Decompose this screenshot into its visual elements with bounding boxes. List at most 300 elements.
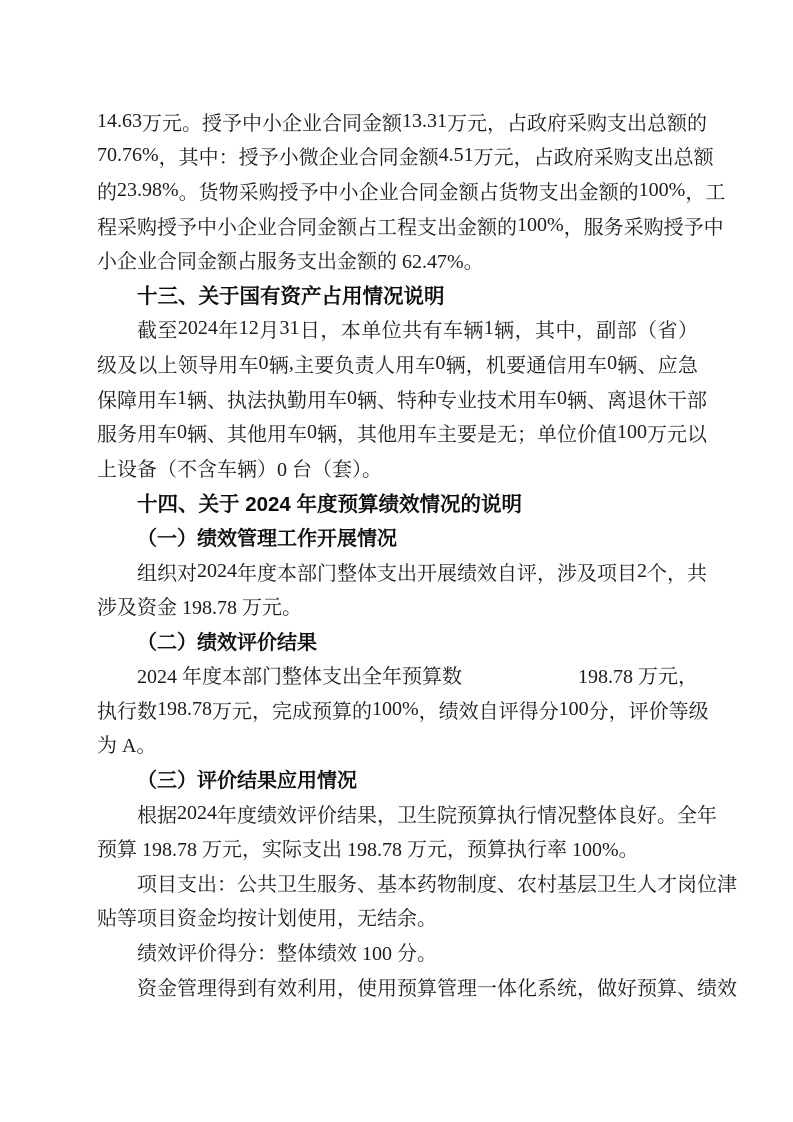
text-fragment: 月	[259, 320, 280, 343]
text-fragment: 体	[597, 804, 617, 827]
text-fragment: 干	[667, 389, 687, 412]
text-fragment: 采	[567, 112, 587, 135]
text-fragment: 中	[703, 216, 724, 239]
text-fragment: 198.78	[157, 697, 212, 720]
text-fragment: 政	[553, 147, 574, 170]
text-fragment: 卫	[397, 804, 417, 827]
text-fragment: 的	[687, 112, 707, 135]
text-fragment: 2024 年度本部门整体支出全年预算数	[137, 666, 462, 689]
text-fragment: 法	[247, 389, 267, 412]
text-fragment: ，	[608, 700, 629, 723]
text-fragment: 卫	[277, 873, 297, 896]
text-fragment: 占	[507, 112, 527, 135]
text-fragment: 主	[294, 354, 315, 377]
text-fragment: 企	[358, 181, 379, 204]
text-fragment: 评	[297, 804, 317, 827]
text-fragment: 到	[237, 977, 257, 1000]
text-fragment: 岗	[677, 873, 697, 896]
text-fragment: 好	[637, 804, 657, 827]
text-fragment: 用	[377, 977, 397, 1000]
text-fragment: 生	[617, 873, 637, 896]
text-fragment: 万	[212, 700, 232, 723]
text-fragment: 、	[377, 389, 397, 412]
text-fragment: 货	[198, 181, 219, 204]
document-text-block	[97, 104, 737, 1003]
text-fragment: 预	[312, 700, 332, 723]
document-line	[97, 173, 726, 208]
text-fragment: 他	[247, 424, 267, 447]
text-fragment: 用	[397, 424, 417, 447]
text-fragment: 予	[683, 216, 704, 239]
document-line	[97, 554, 707, 589]
text-fragment: 及	[577, 562, 597, 585]
text-fragment: 企	[237, 216, 257, 239]
text-fragment: 100%	[517, 213, 564, 236]
text-fragment: 利	[297, 977, 317, 1000]
text-fragment: 绩效评价得分：整体绩效 100 分。	[137, 943, 437, 966]
text-fragment: 评	[628, 700, 649, 723]
text-fragment: 100%	[372, 697, 419, 720]
text-fragment: 198.78 万元，	[578, 666, 698, 689]
text-fragment: 予	[177, 216, 197, 239]
text-fragment: ，	[514, 320, 535, 343]
text-fragment: 同	[418, 181, 439, 204]
text-fragment: 执	[267, 389, 287, 412]
text-fragment: 小企业合同金额占服务支出金额的 62.47%。	[97, 251, 484, 274]
text-fragment: 采	[238, 181, 259, 204]
text-fragment: 年	[218, 320, 239, 343]
text-fragment: 务	[337, 873, 357, 896]
text-fragment: 100	[617, 421, 647, 444]
text-fragment: 中	[198, 147, 219, 170]
text-fragment: 予	[298, 181, 319, 204]
text-fragment: 企	[282, 112, 302, 135]
text-fragment: 信	[546, 354, 567, 377]
text-fragment: 支	[417, 216, 437, 239]
text-fragment: 目	[157, 873, 177, 896]
text-fragment: 效	[277, 977, 297, 1000]
text-fragment: 同	[378, 147, 399, 170]
text-fragment: 用	[307, 389, 327, 412]
document-line	[97, 900, 698, 935]
text-fragment: 0	[307, 421, 317, 444]
text-fragment: 价	[648, 700, 669, 723]
text-fragment: 行	[517, 804, 537, 827]
document-line	[97, 208, 724, 243]
text-fragment: 。	[657, 804, 677, 827]
text-fragment: 金	[457, 216, 477, 239]
text-fragment: ，	[563, 216, 584, 239]
text-fragment: 系	[537, 977, 557, 1000]
text-fragment: 辆	[617, 354, 638, 377]
text-fragment: 予	[258, 147, 279, 170]
text-fragment: 金	[362, 112, 382, 135]
text-fragment: 共	[687, 562, 707, 585]
text-fragment: 用	[317, 977, 337, 1000]
document-line	[97, 796, 717, 831]
text-fragment: 一	[477, 977, 497, 1000]
text-fragment: 车	[442, 320, 463, 343]
text-fragment: 占	[533, 147, 554, 170]
text-fragment: 截	[137, 320, 157, 343]
text-fragment: 的	[497, 216, 517, 239]
text-fragment: 服	[97, 424, 117, 447]
text-fragment: 小	[278, 147, 299, 170]
text-fragment: 应	[657, 354, 678, 377]
text-fragment: 车	[537, 389, 557, 412]
text-fragment: 0	[177, 421, 187, 444]
text-fragment: 占	[357, 216, 377, 239]
text-fragment: 中	[318, 181, 339, 204]
text-fragment: 要	[457, 424, 477, 447]
text-fragment: 额	[477, 216, 497, 239]
text-fragment: 予	[222, 112, 242, 135]
text-fragment: 额	[458, 181, 479, 204]
text-fragment: 合	[277, 216, 297, 239]
text-fragment: （一）绩效管理工作开展情况	[137, 527, 397, 550]
text-fragment: ，	[685, 181, 706, 204]
text-fragment: 出	[197, 873, 217, 896]
text-fragment: 程	[97, 216, 117, 239]
text-fragment: 绩	[257, 804, 277, 827]
text-fragment: 得	[518, 700, 539, 723]
text-fragment: 。	[182, 112, 202, 135]
text-fragment: 支	[538, 181, 559, 204]
text-fragment: 药	[417, 873, 437, 896]
text-fragment: 辆	[268, 354, 289, 377]
text-fragment: 特	[397, 389, 417, 412]
text-fragment: 车	[157, 424, 177, 447]
text-fragment: 、	[207, 389, 227, 412]
text-fragment: 有	[422, 320, 443, 343]
text-fragment: 层	[577, 873, 597, 896]
text-fragment: 开	[417, 562, 437, 585]
text-fragment: 上	[157, 354, 178, 377]
text-fragment: 辆	[463, 320, 484, 343]
text-fragment: 以	[137, 354, 158, 377]
document-line	[97, 415, 707, 450]
text-fragment: 、	[637, 354, 658, 377]
subsection-heading	[97, 623, 698, 658]
text-fragment: 体	[357, 562, 377, 585]
text-fragment: 十四、关于 2024 年度预算绩效情况的说明	[137, 492, 522, 516]
text-fragment: 、	[357, 873, 377, 896]
text-fragment: 部	[687, 389, 707, 412]
text-fragment: 购	[258, 181, 279, 204]
text-fragment: 0	[347, 386, 357, 409]
text-fragment: 采	[623, 216, 644, 239]
text-fragment: 得	[217, 977, 237, 1000]
text-fragment: 管	[177, 977, 197, 1000]
text-fragment: 副	[596, 320, 617, 343]
text-fragment: 要	[314, 354, 335, 377]
text-fragment: （三）评价结果应用情况	[137, 770, 357, 793]
text-fragment: 金	[317, 216, 337, 239]
text-fragment: 机	[485, 354, 506, 377]
text-fragment: 村	[537, 873, 557, 896]
text-fragment: 统	[557, 977, 577, 1000]
text-fragment: 织	[157, 562, 177, 585]
text-fragment: 12	[238, 317, 259, 340]
text-fragment: 物	[437, 873, 457, 896]
text-fragment: 十三、关于国有资产占用情况说明	[137, 285, 445, 309]
text-fragment: 微	[298, 147, 319, 170]
text-fragment: 购	[643, 216, 664, 239]
text-fragment: 出	[558, 181, 579, 204]
text-fragment: 数	[137, 700, 157, 723]
text-fragment: 其	[227, 424, 247, 447]
text-fragment: 车	[586, 354, 607, 377]
text-fragment: 级	[688, 700, 709, 723]
text-fragment: ，	[575, 320, 596, 343]
text-fragment: 展	[437, 562, 457, 585]
text-fragment: 价	[317, 804, 337, 827]
text-fragment: 0	[435, 351, 446, 374]
text-fragment: 效	[477, 562, 497, 585]
text-fragment: 位	[381, 320, 402, 343]
text-fragment: 分	[538, 700, 559, 723]
text-fragment: 部	[297, 562, 317, 585]
text-fragment: 车	[238, 354, 259, 377]
text-fragment: 为 A。	[97, 735, 157, 758]
section-heading	[97, 485, 698, 520]
text-fragment: 绩	[438, 700, 459, 723]
text-fragment: 本	[397, 873, 417, 896]
text-fragment: 同	[297, 216, 317, 239]
text-fragment: ）	[677, 320, 698, 343]
text-fragment: 车	[157, 389, 177, 412]
text-fragment: 23.98%	[117, 178, 179, 201]
text-fragment: 生	[297, 873, 317, 896]
text-fragment: 管	[437, 977, 457, 1000]
text-fragment: 绩	[457, 562, 477, 585]
text-fragment: 支	[177, 873, 197, 896]
text-fragment: 物	[518, 181, 539, 204]
text-fragment: 离	[607, 389, 627, 412]
text-fragment: 支	[377, 562, 397, 585]
text-fragment: 额	[598, 181, 619, 204]
text-fragment: 用	[218, 354, 239, 377]
text-fragment: 政	[527, 112, 547, 135]
text-fragment: 项	[137, 873, 157, 896]
text-fragment: 效	[277, 804, 297, 827]
text-fragment: 车	[417, 424, 437, 447]
text-fragment: 出	[437, 216, 457, 239]
document-line	[97, 381, 707, 416]
text-fragment: 效	[458, 700, 479, 723]
text-fragment: 用	[566, 354, 587, 377]
text-fragment: 基	[377, 873, 397, 896]
text-fragment: 小	[338, 181, 359, 204]
text-fragment: 公	[237, 873, 257, 896]
text-fragment: 位	[557, 424, 577, 447]
text-fragment: 有	[257, 977, 277, 1000]
section-heading	[97, 277, 698, 312]
document-line	[97, 658, 698, 693]
text-fragment: 、	[587, 389, 607, 412]
text-fragment: ，	[158, 147, 179, 170]
text-fragment: 100%	[638, 178, 686, 201]
text-fragment: 理	[197, 977, 217, 1000]
text-fragment: ，	[377, 804, 397, 827]
text-fragment: 津	[717, 873, 737, 896]
text-fragment: ，	[252, 700, 272, 723]
text-fragment: 评	[517, 562, 537, 585]
text-fragment: 等	[668, 700, 689, 723]
text-fragment: 共	[257, 873, 277, 896]
text-fragment: 执	[497, 804, 517, 827]
text-fragment: 分	[588, 700, 609, 723]
text-fragment: 辆	[357, 389, 377, 412]
text-fragment: 1	[483, 317, 494, 340]
text-fragment: 种	[417, 389, 437, 412]
text-fragment: 执	[227, 389, 247, 412]
text-fragment: 4.51	[438, 144, 474, 167]
text-fragment: 度	[477, 873, 497, 896]
text-fragment: 算	[657, 977, 677, 1000]
text-fragment: 绩	[697, 977, 717, 1000]
text-fragment: 合	[358, 147, 379, 170]
text-fragment: （	[637, 320, 658, 343]
text-fragment: 额	[693, 147, 714, 170]
text-fragment: 勤	[287, 389, 307, 412]
text-fragment: 企	[318, 147, 339, 170]
text-fragment: （二）绩效评价结果	[137, 631, 317, 654]
text-fragment: 业	[338, 147, 359, 170]
text-fragment: 的	[618, 181, 639, 204]
text-fragment: 他	[377, 424, 397, 447]
text-fragment: 70.76%	[97, 144, 159, 167]
document-line	[97, 139, 714, 174]
text-fragment: 成	[292, 700, 312, 723]
text-fragment: 车	[287, 424, 307, 447]
text-fragment: 授	[202, 112, 222, 135]
text-fragment: 出	[653, 147, 674, 170]
text-fragment: ，	[320, 320, 341, 343]
text-fragment: 用	[137, 389, 157, 412]
text-fragment: 万	[447, 112, 467, 135]
text-fragment: ,	[288, 351, 294, 374]
document-line	[97, 450, 698, 485]
text-fragment: 额	[337, 216, 357, 239]
text-fragment: 预	[457, 804, 477, 827]
text-fragment: 年	[237, 562, 257, 585]
text-fragment: 化	[517, 977, 537, 1000]
text-fragment: 人	[374, 354, 395, 377]
text-fragment: 小	[262, 112, 282, 135]
text-fragment: ：	[217, 873, 237, 896]
text-fragment: 农	[517, 873, 537, 896]
text-fragment: 授	[278, 181, 299, 204]
text-fragment: 服	[317, 873, 337, 896]
text-fragment: ，	[337, 977, 357, 1000]
text-fragment: 组	[137, 562, 157, 585]
document-line	[97, 830, 698, 865]
text-fragment: 对	[177, 562, 197, 585]
text-fragment: 术	[497, 389, 517, 412]
text-fragment: 整	[337, 562, 357, 585]
text-fragment: 院	[437, 804, 457, 827]
text-fragment: 用	[137, 424, 157, 447]
text-fragment: 车	[415, 354, 436, 377]
text-fragment: 13.31	[402, 109, 447, 132]
text-fragment: 主	[437, 424, 457, 447]
text-fragment: 万	[473, 147, 494, 170]
text-fragment: 急	[677, 354, 698, 377]
text-fragment: 基	[557, 873, 577, 896]
text-fragment: 保	[97, 389, 117, 412]
text-fragment: 支	[633, 147, 654, 170]
text-fragment: 使	[357, 977, 377, 1000]
document-line	[97, 312, 698, 347]
text-fragment: 府	[573, 147, 594, 170]
text-fragment: 预	[397, 977, 417, 1000]
text-fragment: 部	[616, 320, 637, 343]
text-fragment: 及	[117, 354, 138, 377]
text-fragment: 算	[477, 804, 497, 827]
text-fragment: ，	[577, 977, 597, 1000]
text-fragment: 评	[498, 700, 519, 723]
text-fragment: 辆	[567, 389, 587, 412]
text-fragment: 情	[537, 804, 557, 827]
text-fragment: 、	[497, 873, 517, 896]
text-fragment: 务	[117, 424, 137, 447]
document-line	[97, 346, 698, 381]
text-fragment: 工	[705, 181, 726, 204]
text-fragment: 行	[117, 700, 137, 723]
text-fragment: 府	[547, 112, 567, 135]
document-line	[97, 588, 698, 623]
text-fragment: 价	[577, 424, 597, 447]
text-fragment: 制	[457, 873, 477, 896]
document-line	[97, 969, 737, 1004]
text-fragment: 业	[302, 112, 322, 135]
text-fragment: 贴等项目资金均按计划使用，无结余。	[97, 908, 437, 931]
document-line	[97, 104, 707, 139]
text-fragment: 购	[587, 112, 607, 135]
text-fragment: 项	[597, 562, 617, 585]
subsection-heading	[97, 519, 698, 554]
text-fragment: 人	[637, 873, 657, 896]
text-fragment: 物	[218, 181, 239, 204]
text-fragment: 目	[617, 562, 637, 585]
text-fragment: 合	[322, 112, 342, 135]
text-fragment: 退	[627, 389, 647, 412]
text-fragment: 合	[398, 181, 419, 204]
text-fragment: 技	[477, 389, 497, 412]
text-fragment: 度	[257, 562, 277, 585]
text-fragment: 本	[277, 562, 297, 585]
text-fragment: 授	[663, 216, 684, 239]
text-fragment: 个	[647, 562, 667, 585]
text-fragment: 其	[535, 320, 556, 343]
text-fragment: 授	[238, 147, 259, 170]
text-fragment: 100	[558, 697, 589, 720]
text-fragment: 、	[677, 977, 697, 1000]
text-fragment: 级	[97, 354, 117, 377]
text-fragment: 休	[647, 389, 667, 412]
text-fragment: 元	[667, 424, 687, 447]
text-fragment: 购	[613, 147, 634, 170]
text-fragment: 元	[232, 700, 252, 723]
text-fragment: 采	[593, 147, 614, 170]
text-fragment: 服	[583, 216, 604, 239]
text-fragment: 占	[478, 181, 499, 204]
text-fragment: 采	[117, 216, 137, 239]
text-fragment: 负	[334, 354, 355, 377]
text-fragment: 资	[137, 977, 157, 1000]
text-fragment: 年	[697, 804, 717, 827]
